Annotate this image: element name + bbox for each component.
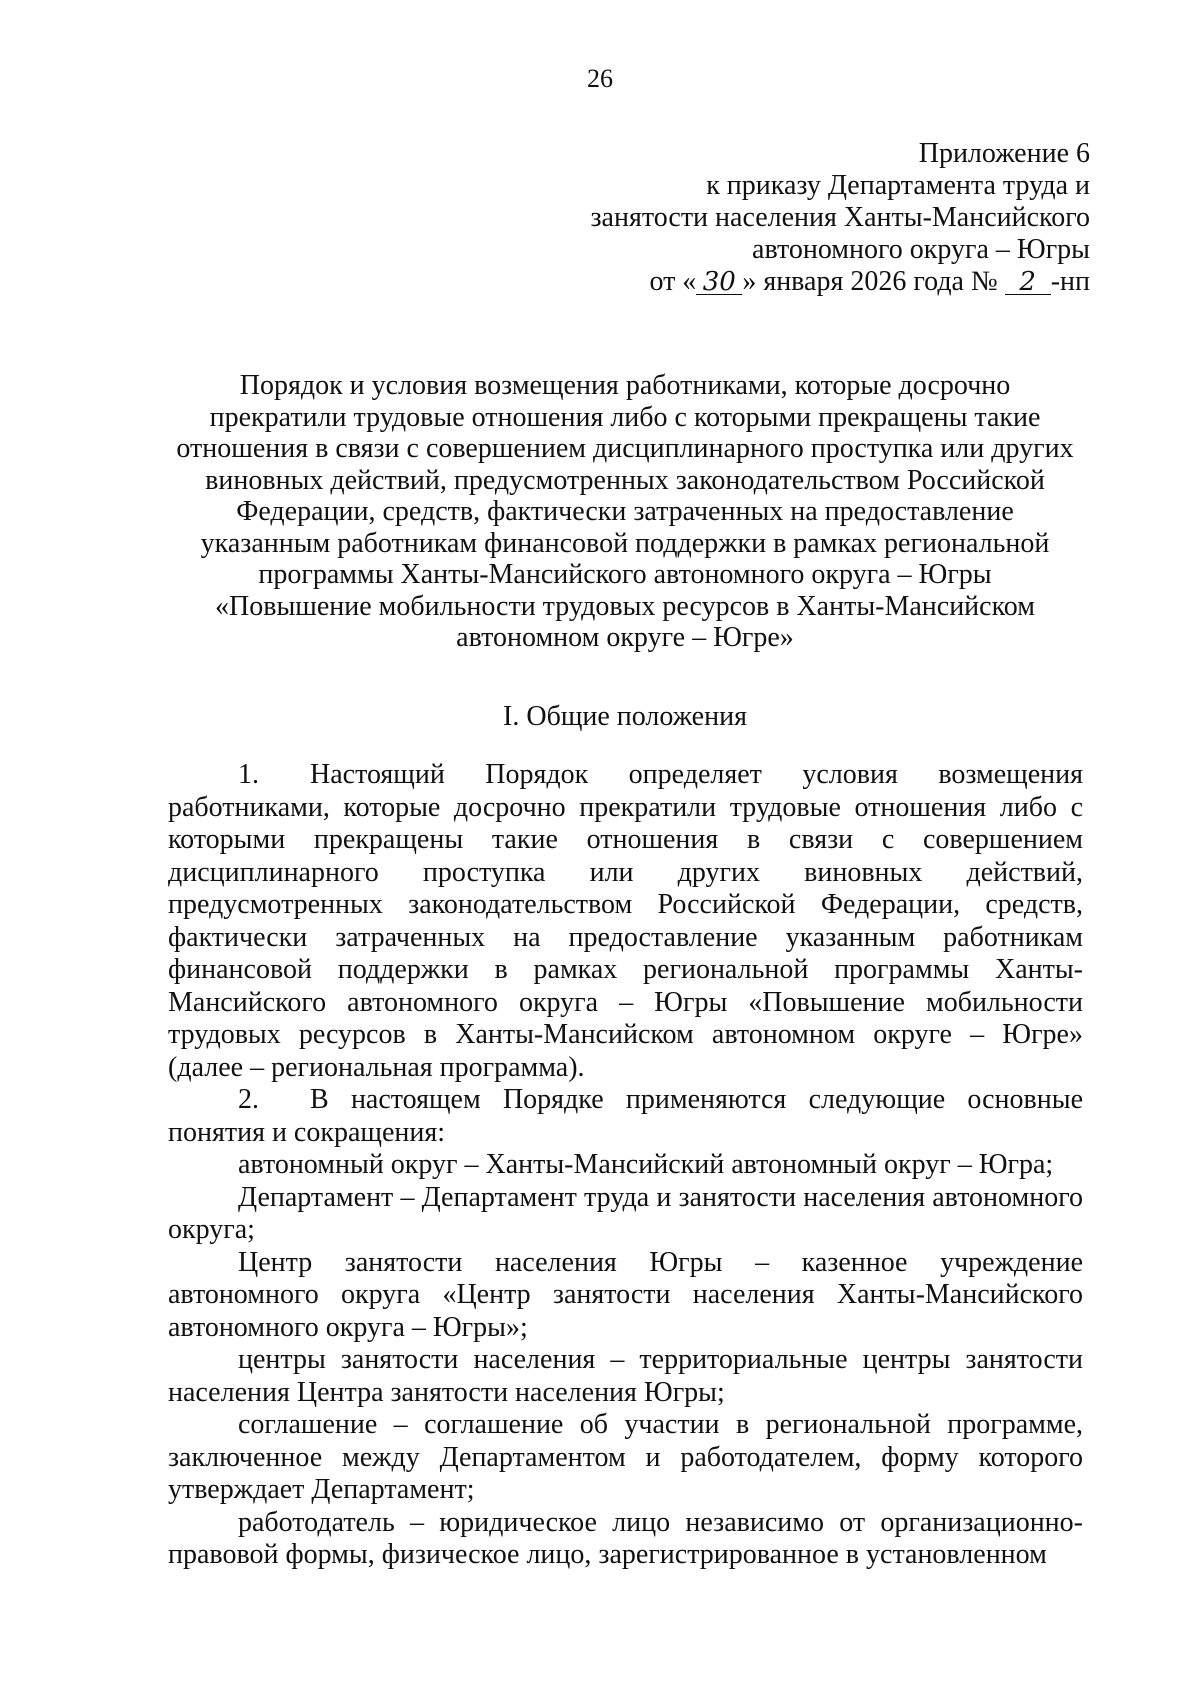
definition-item: работодатель – юридическое лицо независимо от организационно-правовой формы, физическое лицо, зарегистрированное в установленном bbox=[168, 1506, 1083, 1570]
definition-item: центры занятости населения – территориальные центры занятости населения Центра занятости населения Югры; bbox=[168, 1344, 1083, 1408]
appendix-title: Приложение 6 bbox=[918, 138, 1090, 169]
document-body bbox=[168, 759, 1083, 1572]
paragraph-2 bbox=[168, 1084, 1083, 1149]
paragraph-number: 1. bbox=[238, 759, 259, 790]
date-prefix: от « bbox=[649, 266, 697, 297]
definition-item: автономный округ – Ханты-Мансийский автономный округ – Югра; bbox=[238, 1149, 1054, 1180]
title-line: автономном округе – Югре» bbox=[456, 622, 794, 653]
title-line: виновных действий, предусмотренных законодательством Российской bbox=[205, 464, 1045, 496]
title-line: «Повышение мобильности трудовых ресурсов в Ханты-Мансийском bbox=[215, 590, 1035, 622]
appendix-department: занятости населения Ханты-Мансийского bbox=[590, 202, 1090, 233]
document-title bbox=[160, 370, 1090, 654]
title-line: Федерации, средств, фактически затраченных на предоставление bbox=[236, 496, 1014, 527]
paragraph-text: В настоящем Порядке применяются следующие основные понятия и сокращения: bbox=[168, 1084, 1083, 1148]
paragraph-text: Настоящий Порядок определяет условия возмещения работниками, которые досрочно прекратили трудовые отношения либо с которыми прекращены такие отношения в связи с совершением дисциплинарного проступка или других виновных действий, предусмотренных законодательством Российской Федерации, средств, фактически затраченных на предоставление указанным работникам финансовой поддержки в рамках региональной программы Ханты-Мансийского автономного округа – Югры «Повышение мобильности трудовых ресурсов в Ханты-Мансийском автономном округе – Югре» (далее – региональная программа). bbox=[168, 759, 1083, 1083]
appendix-date-line bbox=[450, 266, 1090, 298]
page-number: 26 bbox=[587, 64, 613, 93]
appendix-order-ref: к приказу Департамента труда и bbox=[706, 170, 1090, 201]
title-line: прекратили трудовые отношения либо с которыми прекращены такие bbox=[209, 401, 1041, 433]
title-line: Порядок и условия возмещения работниками, которые досрочно bbox=[239, 370, 1011, 401]
order-suffix: -нп bbox=[1050, 266, 1090, 297]
handwritten-day: 30 bbox=[696, 270, 742, 295]
paragraph-1 bbox=[168, 759, 1083, 1084]
appendix-region: автономного округа – Югры bbox=[752, 234, 1090, 265]
definition-item: Центр занятости населения Югры – казенное учреждение автономного округа «Центр занятости населения Ханты-Мансийского автономного округа – Югры»; bbox=[168, 1246, 1083, 1343]
handwritten-order-number: 2 bbox=[1005, 270, 1051, 295]
title-line: программы Ханты-Мансийского автономного округа – Югры bbox=[258, 559, 992, 590]
definition-item: соглашение – соглашение об участии в региональной программе, заключенное между Департаментом и работодателем, форму которого утверждает Департамент; bbox=[168, 1409, 1083, 1505]
definition-item: Департамент – Департамент труда и занятости населения автономного округа; bbox=[168, 1181, 1083, 1245]
paragraph-number: 2. bbox=[238, 1084, 259, 1115]
appendix-header bbox=[450, 138, 1090, 298]
title-line: указанным работникам финансовой поддержки в рамках региональной bbox=[200, 527, 1050, 559]
date-middle: » января 2026 года № bbox=[742, 266, 1005, 297]
title-line: отношения в связи с совершением дисциплинарного проступка или других bbox=[176, 433, 1074, 464]
section-heading: I. Общие положения bbox=[503, 701, 747, 732]
